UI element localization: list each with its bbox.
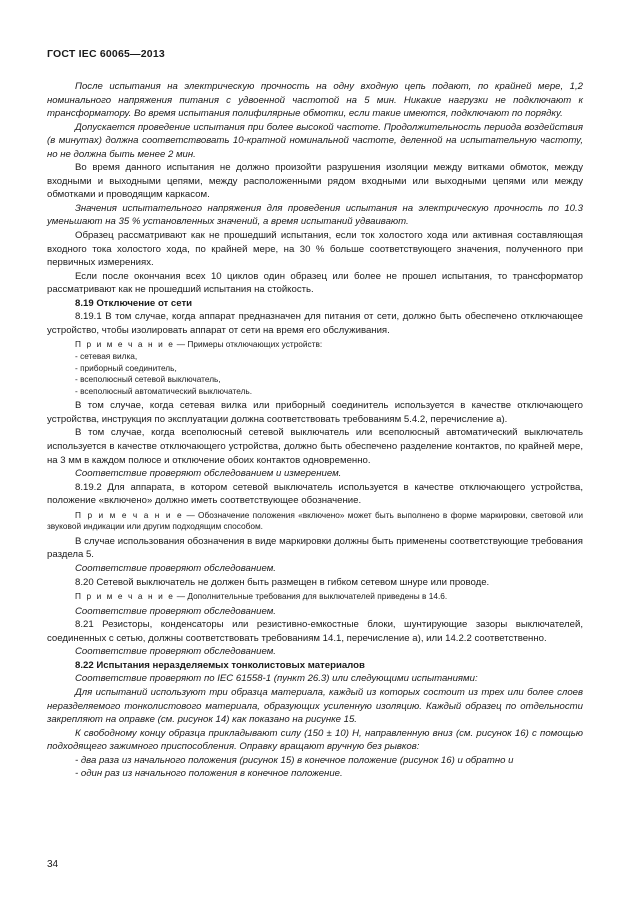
list-item: - приборный соединитель, xyxy=(75,362,177,373)
list-item: - два раза из начального положения (рисунок 15) в конечное положение (рисунок 16) и обратно и xyxy=(75,754,514,766)
clause-8-19-1: 8.19.1 В том случае, когда аппарат предназначен для питания от сети, должно быть обеспечено отключающее устройство, чтобы изолировать аппарат от сети на время его обслуживания. xyxy=(47,311,583,336)
list-item: - всеполюсный сетевой выключатель, xyxy=(75,374,221,385)
note-label: П р и м е ч а н и е xyxy=(75,509,184,520)
note xyxy=(47,591,583,603)
clause-8-19-2: 8.19.2 Для аппарата, в котором сетевой выключатель используется в качестве отключающего устройства, положение «включено» должно иметь соответствующее обозначение. xyxy=(47,481,583,507)
page-header: ГОСТ IEC 60065—2013 xyxy=(47,48,165,60)
paragraph: В том случае, когда сетевая вилка или приборный соединитель используется в качестве отключающего устройства, инструкция по эксплуатации должна соответствовать требованиям 5.4.2, перечисление а). xyxy=(47,400,583,425)
paragraph: Допускается проведение испытания при более высокой частоте. Продолжительность периода воздействия (в минутах) должна соответствовать 10-кратной номинальной частоте, деленной на испытательную частоту, но не должна быть менее 2 мин. xyxy=(47,121,583,160)
compliance-check: Соответствие проверяют обследованием. xyxy=(75,646,276,658)
paragraph: В случае использования обозначения в виде маркировки должны быть применены соответствующие требования раздела 5. xyxy=(47,535,583,561)
section-heading-8-19: 8.19 Отключение от сети xyxy=(75,297,193,309)
compliance-check: Соответствие проверяют обследованием. xyxy=(75,605,276,617)
paragraph: Образец рассматривают как не прошедший испытания, если ток холостого хода или активная составляющая входного тока холостого хода, по крайней мере, на 30 % больше соответствующего значения, полученного при первичных измерениях. xyxy=(47,230,583,269)
list-item: - сетевая вилка, xyxy=(75,350,138,361)
clause-8-21: 8.21 Резисторы, конденсаторы или резистивно-емкостные блоки, шунтирующие зазоры выключателей, соединенных с сетью, должны соответствовать требованиям 14.1, перечисление а), или 14.2.2 соответственно. xyxy=(47,619,583,644)
page-number: 34 xyxy=(47,859,59,870)
section-heading-8-22: 8.22 Испытания неразделяемых тонколистовых материалов xyxy=(75,659,365,671)
paragraph: Для испытаний используют три образца материала, каждый из которых состоит из трех или более слоев неразделяемого тонколистового материала, образующих усиленную изоляцию. Каждый образец по отдельности закрепляют на оправке (см. рисунок 14) как показано на рисунке 15. xyxy=(47,686,583,726)
clause-8-20: 8.20 Сетевой выключатель не должен быть размещен в гибком сетевом шнуре или проводе. xyxy=(75,576,490,588)
note-text: — Обозначение положения «включено» может быть выполнено в форме маркировки, световой или звуковой индикации или другим подходящим способом. xyxy=(47,509,583,532)
page-content xyxy=(47,80,583,781)
paragraph: Во время данного испытания не должно произойти разрушения изоляции между витками обмоток, между входными и выходными цепями, между расположенными рядом входными или выходными цепями или между обмотками и проводящим каркасом. xyxy=(47,162,583,201)
list-item: - всеполюсный автоматический выключатель. xyxy=(75,385,253,396)
paragraph: К свободному концу образца прикладывают силу (150 ± 10) Н, направленную вниз (см. рисунок 16) с помощью подходящего зажимного приспособления. Оправку вращают вручную без рывков: xyxy=(47,727,583,753)
compliance-check: Соответствие проверяют обследованием и измерением. xyxy=(75,468,342,480)
paragraph: Соответствие проверяют по IEC 61558-1 (пункт 26.3) или следующими испытаниями: xyxy=(75,673,478,685)
paragraph: После испытания на электрическую прочность на одну входную цепь подают, по крайней мере, 1,2 номинального напряжения питания с удвоенной частотой на 5 мин. Никакие нагрузки не подключают к трансформатору. Во время испытания полифилярные обмотки, если такие имеются, подключают по порядку. xyxy=(47,81,583,120)
paragraph: Если после окончания всех 10 циклов один образец или более не прошел испытания, то трансформатор рассматривают как не прошедший испытания на стойкость. xyxy=(47,270,583,296)
note-label: П р и м е ч а н и е xyxy=(75,339,175,350)
note-text: — Примеры отключающих устройств: xyxy=(174,339,323,350)
compliance-check: Соответствие проверяют обследованием. xyxy=(75,563,276,575)
note xyxy=(47,510,583,533)
paragraph: В том случае, когда всеполюсный сетевой выключатель или всеполюсный автоматический выключатель используется в качестве отключающего устройства, должно быть обеспечено разделение контактов, по крайней мере, на 3 мм в каждом полюсе и отключение обоих контактов одновременно. xyxy=(47,427,583,466)
note-label: П р и м е ч а н и е xyxy=(75,591,175,602)
paragraph: Значения испытательного напряжения для проведения испытания на электрическую прочность по 10.3 уменьшают на 35 % установленных значений, а время испытаний удваивают. xyxy=(47,202,583,228)
list-item: - один раз из начального положения в конечное положение. xyxy=(75,768,343,780)
note-list xyxy=(47,351,583,397)
note-text: — Дополнительные требования для выключателей приведены в 14.6. xyxy=(174,591,448,602)
note xyxy=(47,339,583,351)
